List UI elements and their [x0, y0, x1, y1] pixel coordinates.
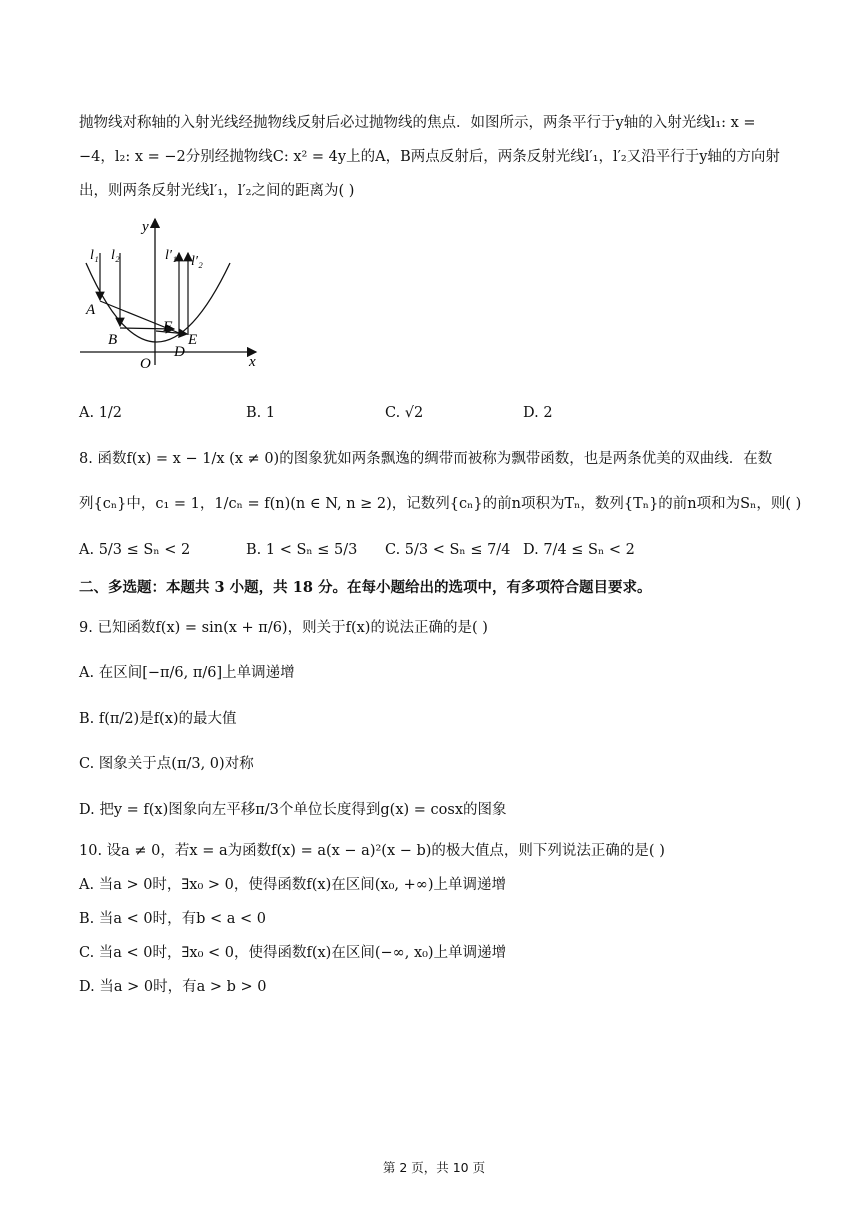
parabola-curve	[86, 263, 230, 342]
label-x: x	[249, 354, 256, 370]
q10-option-c: C. 当a < 0时，∃x₀ < 0，使得函数f(x)在区间(−∞, x₀)上单调递增	[79, 945, 507, 961]
section-heading: 二、多选题：本题共 3 小题，共 18 分。在每小题给出的选项中，有多项符合题目要求。	[79, 579, 652, 596]
q9-option-b: B. f(π/2)是f(x)的最大值	[79, 711, 237, 727]
q7-stem-line-2: −4，l₂: x = −2分别经抛物线C: x² = 4y上的A，B两点反射后，两条反射光线l′₁，l′₂又沿平行于y轴的方向射	[79, 149, 780, 165]
q7-option-c: C. √2	[385, 405, 424, 421]
label-e: E	[188, 332, 198, 348]
parabola-figure	[78, 215, 278, 375]
label-a: A	[86, 302, 96, 318]
q7-option-a: A. 1/2	[79, 405, 123, 421]
label-l1: l₁	[90, 248, 99, 263]
q8-option-a: A. 5/3 ≤ Sₙ < 2	[79, 542, 191, 558]
q8-option-d: D. 7/4 ≤ Sₙ < 2	[523, 542, 635, 558]
q10-option-b: B. 当a < 0时，有b < a < 0	[79, 911, 266, 927]
label-l1p: l′₁	[165, 248, 177, 263]
label-l2: l₂	[111, 248, 120, 263]
label-y: y	[142, 219, 149, 235]
q10-stem: 10. 设a ≠ 0，若x = a为函数f(x) = a(x − a)²(x − b)的极大值点，则下列说法正确的是( )	[79, 843, 665, 859]
label-f: F	[163, 319, 173, 335]
page-footer: 第 2 页，共 10 页	[382, 1160, 486, 1175]
q7-option-d: D. 2	[523, 405, 553, 421]
q10-option-a: A. 当a > 0时，∃x₀ > 0，使得函数f(x)在区间(x₀, +∞)上单调递增	[79, 877, 506, 893]
label-l2p: l′₂	[191, 254, 203, 269]
label-b: B	[108, 332, 118, 348]
label-d: D	[174, 344, 185, 360]
q10-option-d: D. 当a > 0时，有a > b > 0	[79, 979, 267, 995]
q8-stem-line-1: 8. 函数f(x) = x − 1/x (x ≠ 0)的图象犹如两条飘逸的绸带而被称为飘带函数，也是两条优美的双曲线．在数	[79, 451, 773, 467]
q9-option-a: A. 在区间[−π/6, π/6]上单调递增	[79, 665, 295, 681]
q7-stem-line-3: 出，则两条反射光线l′₁，l′₂之间的距离为( )	[79, 183, 355, 199]
q9-option-d: D. 把y = f(x)图象向左平移π/3个单位长度得到g(x) = cosx的图象	[79, 802, 507, 818]
q7-stem-line-1: 抛物线对称轴的入射光线经抛物线反射后必过抛物线的焦点．如图所示，两条平行于y轴的入射光线l₁: x =	[79, 115, 756, 131]
label-o: O	[140, 356, 151, 372]
q9-option-c: C. 图象关于点(π/3, 0)对称	[79, 756, 254, 772]
q8-option-b: B. 1 < Sₙ ≤ 5/3	[246, 542, 358, 558]
q8-option-c: C. 5/3 < Sₙ ≤ 7/4	[385, 542, 511, 558]
q8-stem-line-2: 列{cₙ}中，c₁ = 1，1/cₙ = f(n)(n ∈ N, n ≥ 2)，记数列{cₙ}的前n项积为Tₙ，数列{Tₙ}的前n项和为Sₙ，则( )	[79, 496, 802, 512]
q7-option-b: B. 1	[246, 405, 276, 421]
q9-stem: 9. 已知函数f(x) = sin(x + π/6)，则关于f(x)的说法正确的是( )	[79, 620, 488, 636]
